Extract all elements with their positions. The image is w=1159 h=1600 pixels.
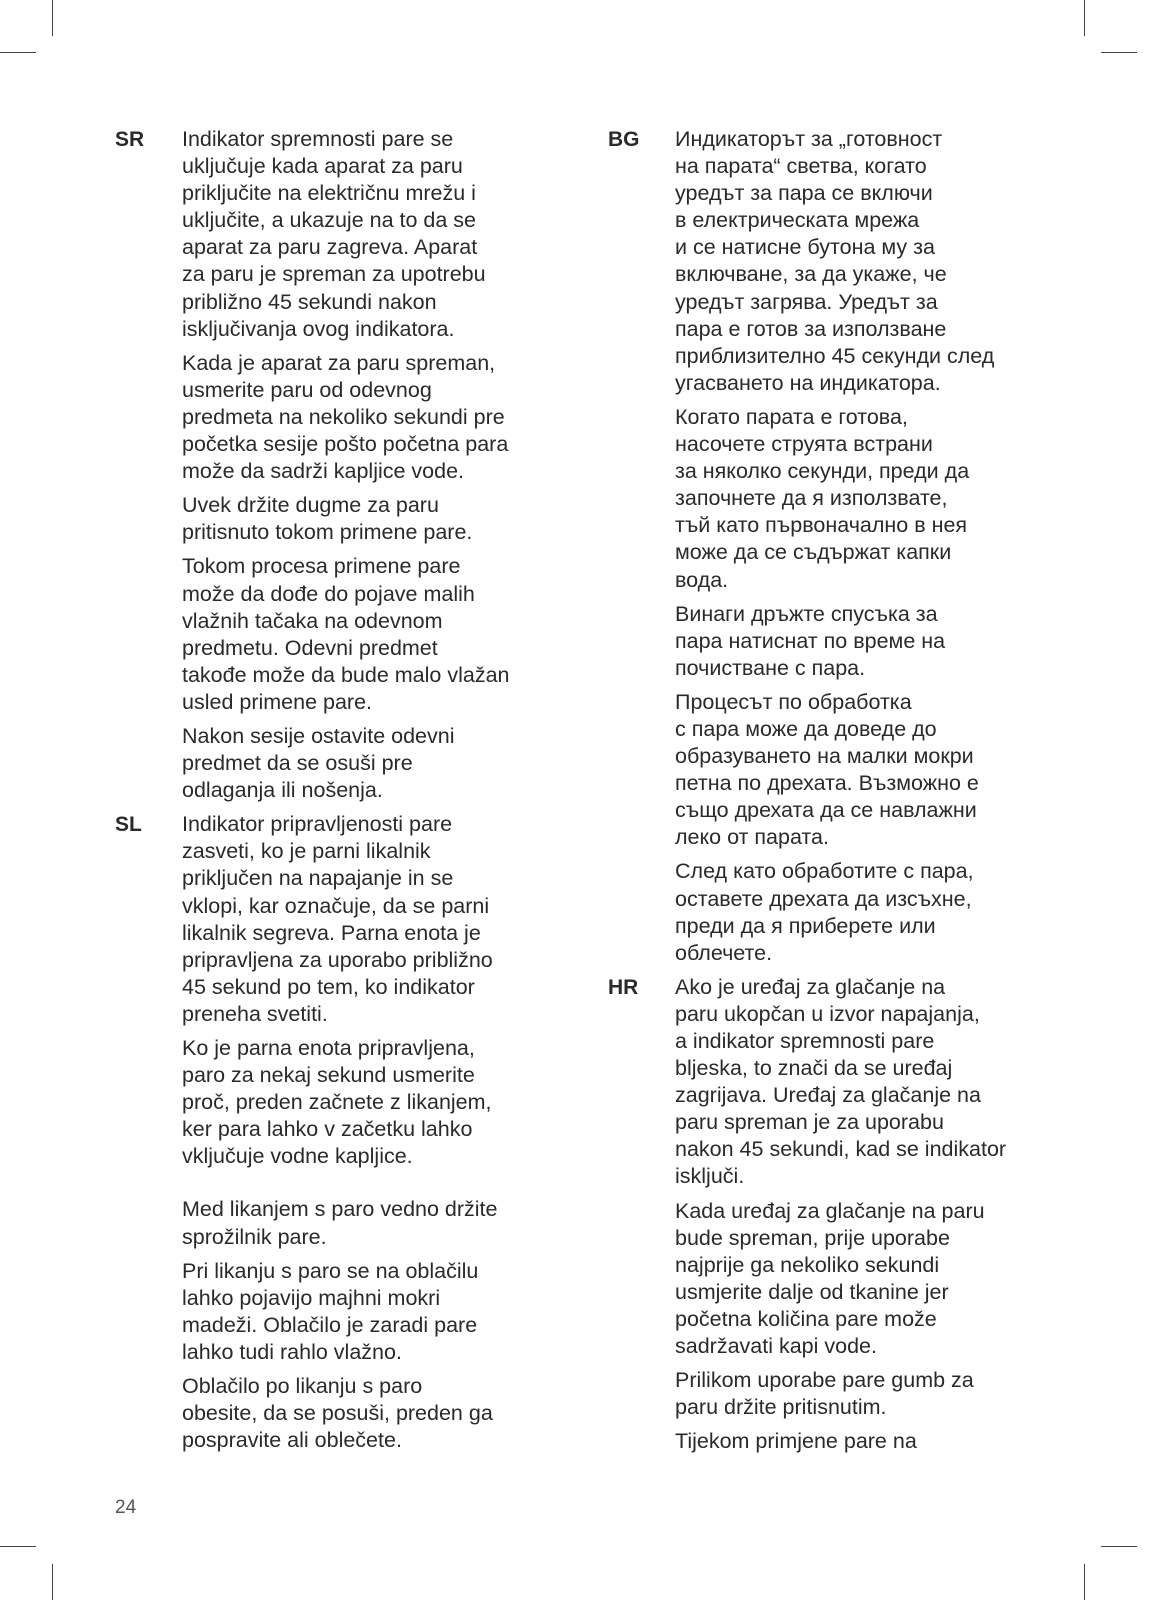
crop-mark — [52, 0, 53, 36]
crop-mark — [1084, 1564, 1085, 1600]
paragraph: Prilikom uporabe pare gumb za paru držite pritisnutim. — [675, 1368, 974, 1420]
paragraph: Ako je uređaj za glačanje na paru ukopčan u izvor napajanja, a indikator spremnosti pare bljeska, to znači da se uređaj zagrijava. Uređaj za glačanje na paru spreman je za uporabu nakon 45 sekundi, kad se indikator isključi. — [675, 974, 1007, 1189]
paragraph: Индикаторът за „готовност на парата“ светва, когато уредът за пара се включи в електрическата мрежа и се натисне бутона му за включване, за да укаже, че уредът загрява. Уредът за пара е готов за използване приблизително 45 секунди след угасването на индикатора. — [675, 127, 995, 395]
paragraph: Kada uređaj za glačanje na paru bude spreman, prije uporabe najprije ga nekoliko sekundi usmjerite dalje od tkanine jer početna količina pare može sadržavati kapi vode. — [675, 1198, 985, 1359]
paragraph: Indikator spremnosti pare se uključuje kada aparat za paru priključite na električnu mrežu i uključite, a ukazuje na to da se aparat za paru zagreva. Aparat za paru je spreman za upotrebu približno 45 sekundi nakon isključivanja ovog indikatora. — [182, 127, 486, 341]
paragraph: Uvek držite dugme za paru pritisnuto tokom primene pare. — [182, 493, 473, 545]
paragraph: Indikator pripravljenosti pare zasveti, ko je parni likalnik priključen na napajanje in se vklopi, kar označuje, da se parni likalnik segreva. Parna enota je pripravljena za uporabo približno 45 sekund po tem, ko indikator preneha svetiti. — [182, 812, 493, 1026]
page-number: 24 — [115, 1497, 137, 1518]
language-code-sl: SL — [115, 813, 142, 837]
crop-mark — [1084, 0, 1085, 36]
section-sr — [115, 126, 555, 804]
left-column — [115, 126, 555, 1461]
crop-mark — [1101, 52, 1137, 53]
language-code-sr: SR — [115, 128, 145, 151]
crop-mark — [52, 1564, 53, 1600]
paragraph: Ko je parna enota pripravljena, paro za nekaj sekund usmerite proč, preden začnete z likanjem, ker para lahko v začetku lahko vključuje vodne kapljice. — [182, 1036, 492, 1169]
paragraph: Kada je aparat za paru spreman, usmerite paru od odevnog predmeta na nekoliko sekundi pre početka sesije pošto početna para može da sadrži kapljice vode. — [182, 350, 509, 484]
section-bg — [608, 126, 1053, 967]
section-sl — [115, 811, 555, 1454]
section-hr — [608, 974, 1053, 1456]
paragraph: Tijekom primjene pare na — [675, 1429, 917, 1454]
crop-mark — [1101, 1546, 1137, 1547]
paragraph: Винаги дръжте спусъка за пара натиснат по време на почистване с пара. — [675, 601, 946, 680]
paragraph: След като обработите с пара, оставете дрехата да изсъхне, преди да я приберете или облечете. — [675, 859, 974, 965]
paragraph: Pri likanju s paro se na oblačilu lahko pojavijo majhni mokri madeži. Oblačilo je zaradi pare lahko tudi rahlo vlažno. — [182, 1258, 479, 1364]
paragraph: Когато парата е готова, насочете струята встрани за няколко секунди, преди да започнете да я използвате, тъй като първоначално в нея може да се съдържат капки вода. — [675, 404, 970, 592]
crop-mark — [0, 52, 36, 53]
language-code-bg: BG — [608, 128, 640, 151]
paragraph: Tokom procesa primene pare može da dođe do pojave malih vlažnih tačaka na odevnom predmetu. Odevni predmet takođe može da bude malo vlažan usled primene pare. — [182, 554, 510, 714]
paragraph: Nakon sesije ostavite odevni predmet da se osuši pre odlaganja ili nošenja. — [182, 723, 455, 803]
right-column — [608, 126, 1053, 1462]
paragraph: Med likanjem s paro vedno držite sprožilnik pare. — [182, 1197, 498, 1249]
language-code-hr: HR — [608, 975, 639, 999]
paragraph: Oblačilo po likanju s paro obesite, da se posuši, preden ga pospravite ali oblečete. — [182, 1374, 493, 1453]
paragraph: Процесът по обработка с пара може да доведе до образуването на малки мокри петна по дрехата. Възможно е също дрехата да се навлажни леко от парата. — [675, 689, 979, 850]
crop-mark — [0, 1546, 36, 1547]
